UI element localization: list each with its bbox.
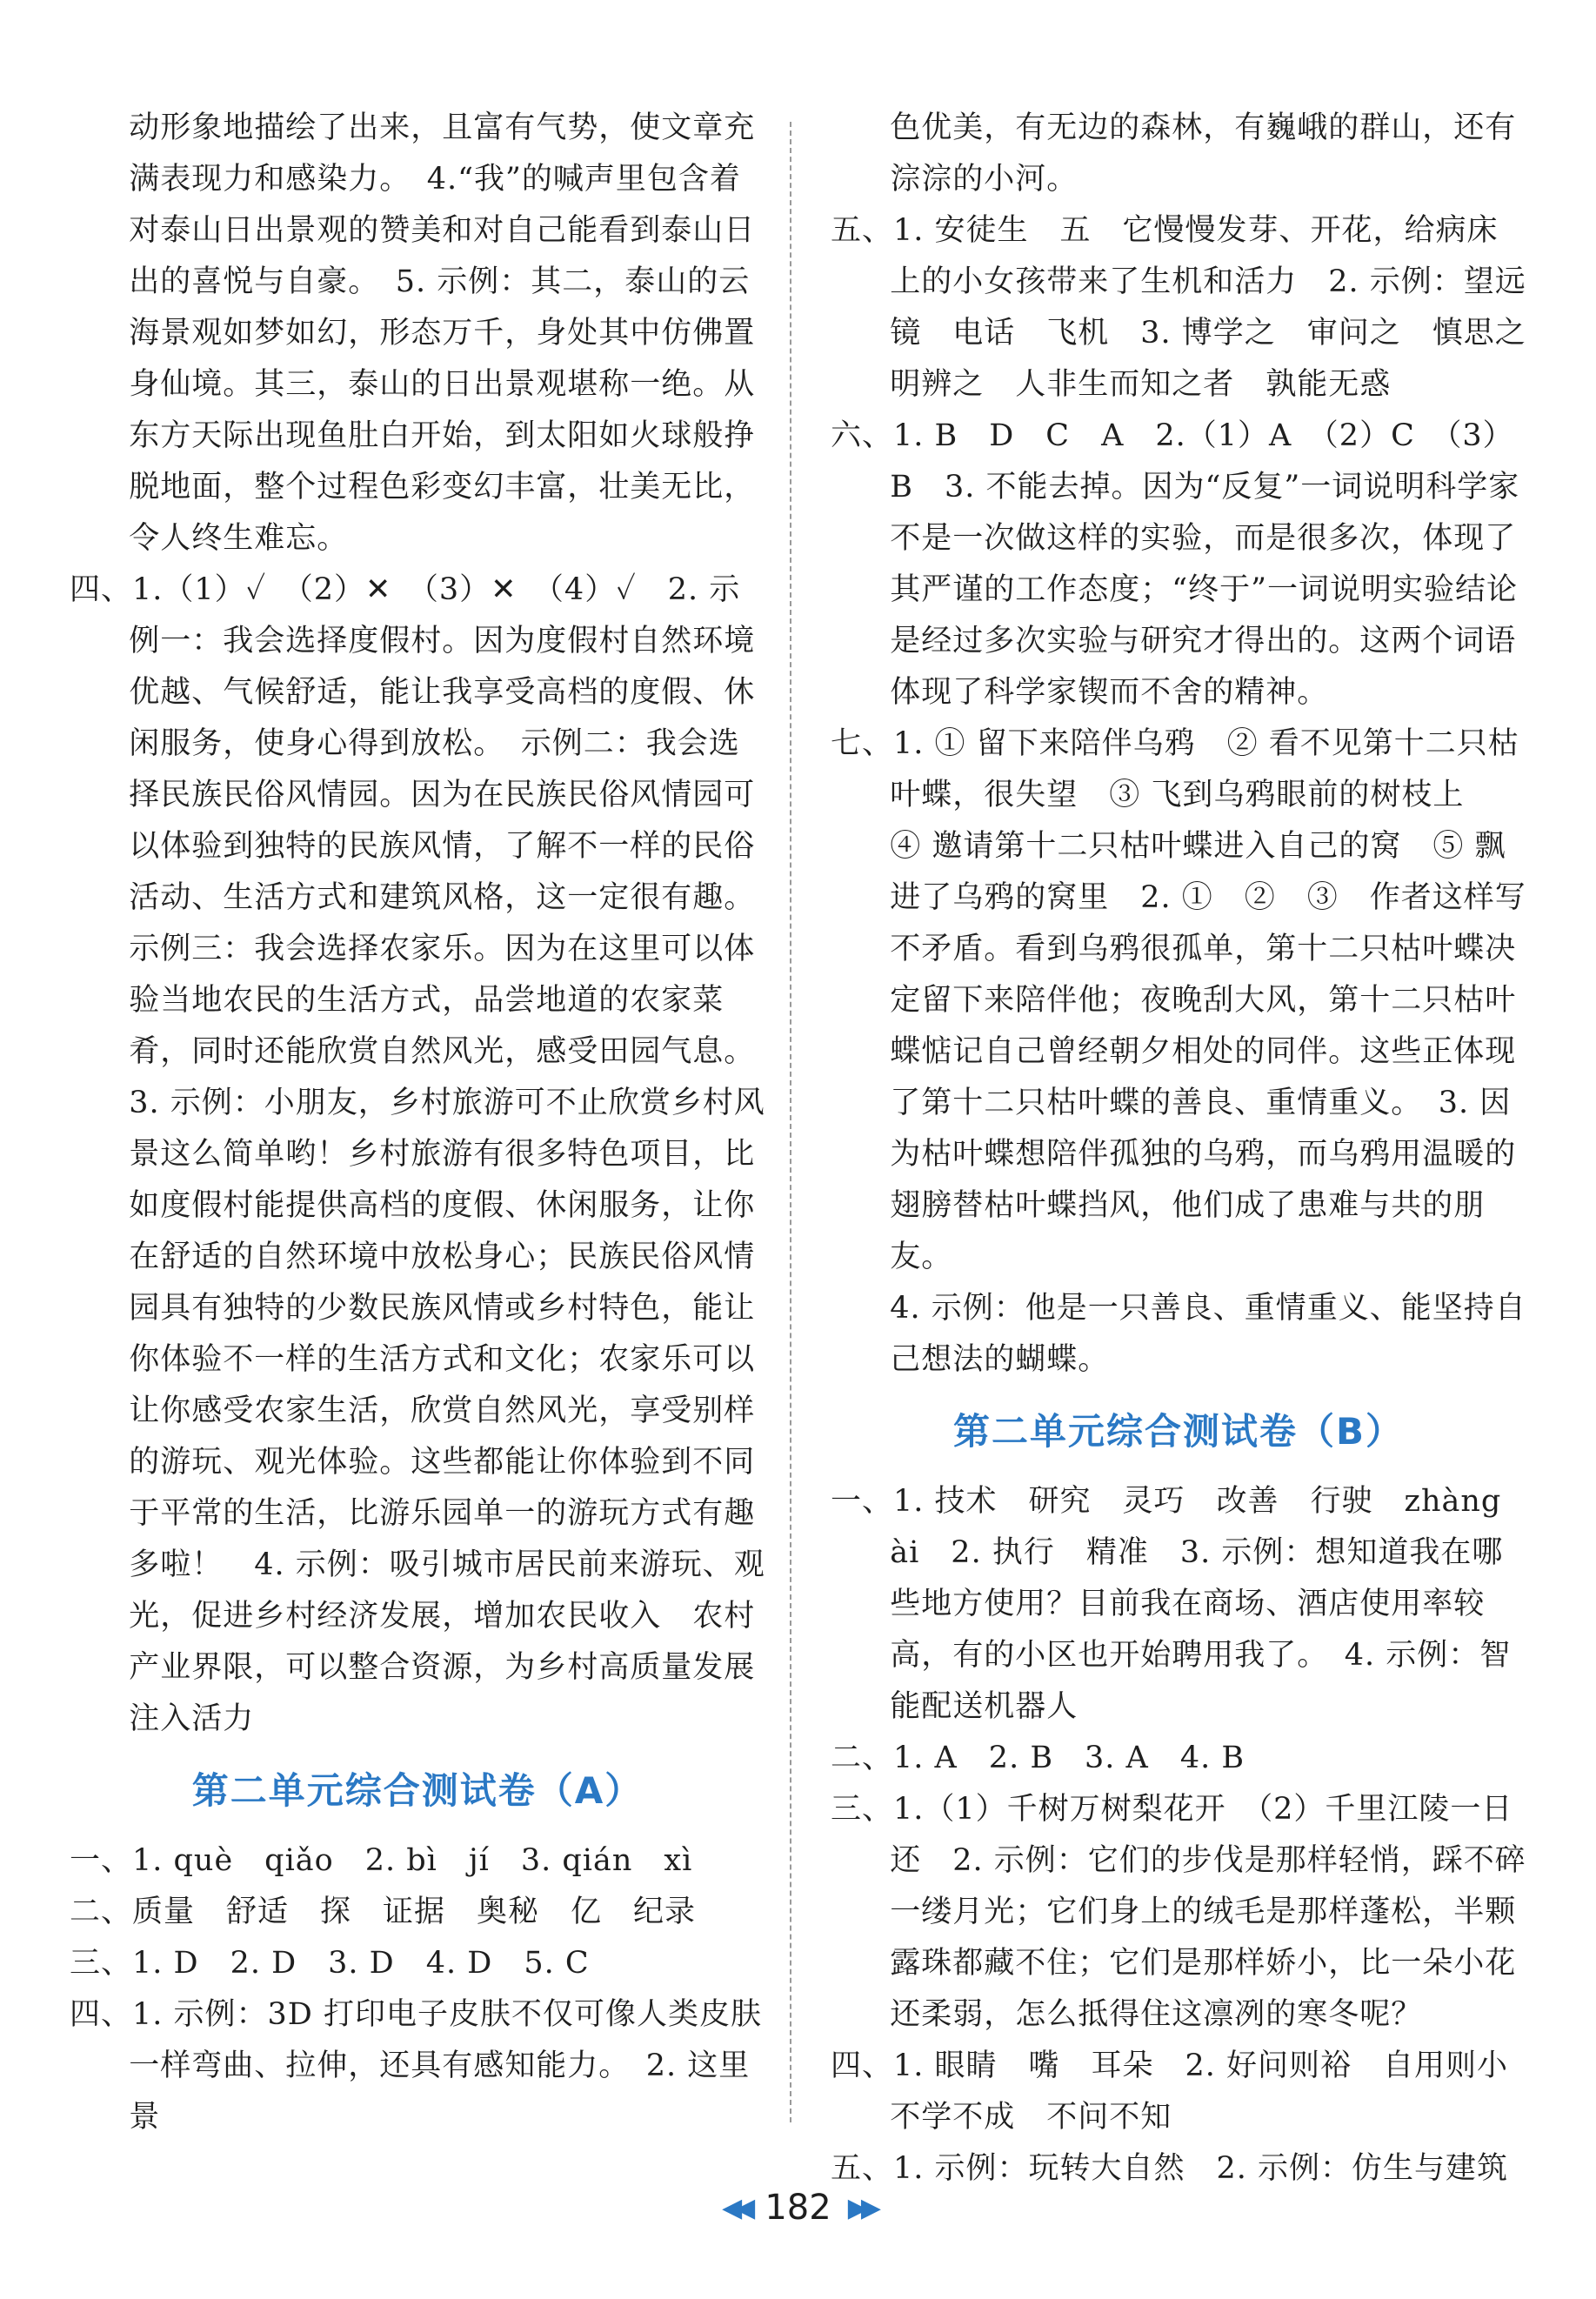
answer-paragraph: 二、1. A 2. B 3. A 4. B [831,1741,1245,1775]
answer-paragraph: 4. 示例：他是一只善良、重情重义、能坚持自己想法的蝴蝶。 [890,1291,1526,1377]
answer-paragraph: 一、1. què qiǎo 2. bì jí 3. qián xì [70,1843,693,1878]
answer-paragraph: 六、1. B D C A 2.（1）A （2）C （3）B 3. 不能去掉。因为“反复”一词说明科学家不是一次做这样的实验，而是很多次，体现了其严谨的工作态度；“终于”一词说明实验结论是经过多次实验与研究才得出的。这两个词语体现了科学家锲而不舍的精神。 [831,418,1520,710]
section-heading: 第二单元综合测试卷（B） [952,1410,1404,1453]
left-column [70,103,765,2143]
column-divider [790,122,791,2122]
answer-paragraph: 五、1. 示例：玩转大自然 2. 示例：仿生与建筑 [831,2151,1509,2186]
answer-paragraph: 示例三：我会选择农家乐。因为在这里可以体验当地农民的生活方式，品尝地道的农家菜肴，同时还能欣赏自然风光，感受田园气息。 [129,932,756,1069]
answer-paragraph: 二、质量 舒适 探 证据 奥秘 亿 纪录 [70,1895,697,1929]
answer-paragraph: 五、1. 安徒生 五 它慢慢发芽、开花，给病床上的小女孩带来了生机和活力 2. 示例：望远镜 电话 飞机 3. 博学之 审问之 慎思之 明辨之 人非生而知之者 孰能无惑 [831,213,1558,402]
page-footer [0,2188,1596,2228]
answer-paragraph: 色优美，有无边的森林，有巍峨的群山，还有淙淙的小河。 [890,110,1517,197]
right-column [831,103,1558,2195]
answer-paragraph: 三、1.（1）千树万树梨花开 （2）千里江陵一日还 2. 示例：它们的步伐是那样轻悄，踩不碎一缕月光；它们身上的绒毛是那样蓬松，半颗露珠都藏不住；它们是那样娇小，比一朵小花还柔弱，怎么抵得住这凛冽的寒冬呢？ [831,1792,1526,2032]
answer-paragraph: 七、1. ① 留下来陪伴乌鸦 ② 看不见第十二只枯叶蝶，很失望 ③ 飞到乌鸦眼前的树枝上 ④ 邀请第十二只枯叶蝶进入自己的窝 ⑤ 飘进了乌鸦的窝里 2. ① ② ③ 作者这样写不矛盾。看到乌鸦很孤单，第十二只枯叶蝶决定留下来陪伴他；夜晚刮大风，第十二只枯叶蝶惦记自己曾经朝夕相处的同伴。这些正体现了第十二只枯叶蝶的善良、重情重义。 3. 因为枯叶蝶想陪伴孤独的乌鸦，而乌鸦用温暖的翅膀替枯叶蝶挡风，他们成了患难与共的朋友。 [831,726,1526,1274]
answer-paragraph: 三、1. D 2. D 3. D 4. D 5. C [70,1946,590,1981]
answer-paragraph: 四、1. 眼睛 嘴 耳朵 2. 好问则裕 自用则小 不学不成 不问不知 [831,2048,1540,2135]
section-heading: 第二单元综合测试卷（A） [191,1769,644,1812]
page-number: 182 [765,2188,831,2228]
answer-paragraph: 一、1. 技术 研究 灵巧 改善 行驶 zhàng ài 2. 执行 精准 3. 示例：想知道我在哪些地方使用？目前我在商场、酒店使用率较高，有的小区也开始聘用我了。 4. 示例：智能配送机器人 [831,1484,1512,1724]
answer-paragraph: 动形象地描绘了出来，且富有气势，使文章充满表现力和感染力。 4.“我”的喊声里包含着对泰山日出景观的赞美和对自己能看到泰山日出的喜悦与自豪。 5. 示例：其二，泰山的云海景观如梦如幻，形态万千，身处其中仿佛置身仙境。其三，泰山的日出景观堪称一绝。从东方天际出现鱼肚白开始，到太阳如火球般挣脱地面，整个过程色彩变幻丰富，壮美无比，令人终生难忘。 [129,110,756,556]
answer-paragraph: 四、1.（1）✓ （2）✕ （3）✕ （4）✓ 2. 示例一：我会选择度假村。因为度假村自然环境优越、气候舒适，能让我享受高档的度假、休闲服务，使身心得到放松。 示例二：我会选择民族民俗风情园。因为在民族民俗风情园可以体验到独特的民族风情，了解不一样的民俗活动、生活方式和建筑风格，这一定很有趣。 [70,572,756,915]
next-page-arrow-icon: ▶▶ [847,2192,874,2223]
prev-page-arrow-icon: ◀◀ [722,2192,749,2223]
answer-paragraph: 四、1. 示例：3D 打印电子皮肤不仅可像人类皮肤一样弯曲、拉伸，还具有感知能力。 2. 这里景 [70,1997,762,2135]
answer-paragraph: 3. 示例：小朋友，乡村旅游可不止欣赏乡村风景这么简单哟！乡村旅游有很多特色项目，比如度假村能提供高档的度假、休闲服务，让你在舒适的自然环境中放松身心；民族民俗风情园具有独特的少数民族风情或乡村特色，能让你体验不一样的生活方式和文化；农家乐可以让你感受农家生活，欣赏自然风光，享受别样的游玩、观光体验。这些都能让你体验到不同于平常的生活，比游乐园单一的游玩方式有趣多啦！ 4. 示例：吸引城市居民前来游玩、观光，促进乡村经济发展，增加农民收入 农村产业界限，可以整合资源，为乡村高质量发展注入活力 [129,1086,765,1736]
